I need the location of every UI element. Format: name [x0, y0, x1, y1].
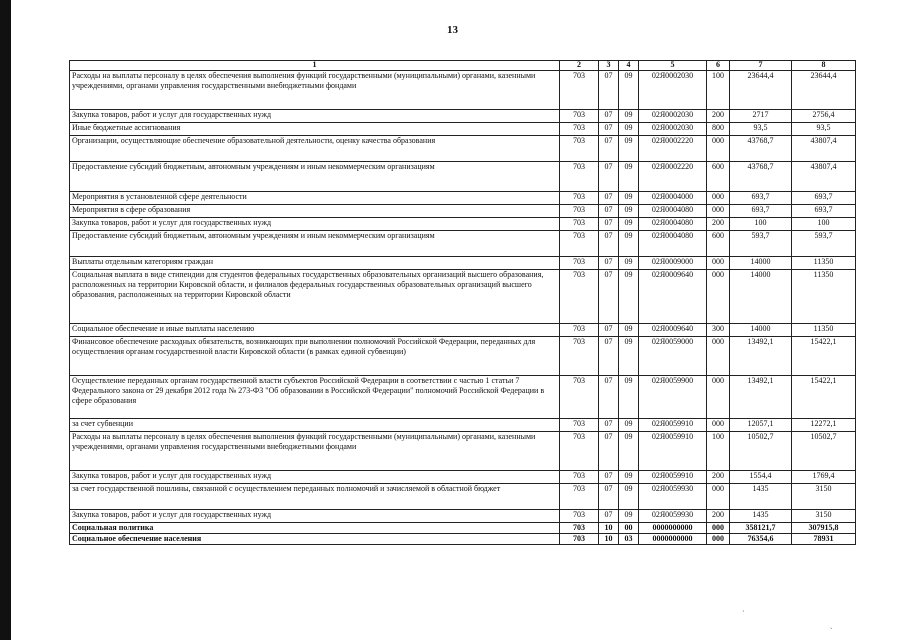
row-description: Расходы на выплаты персоналу в целях обеспечения выполнения функций государственными (муниципальными) органами, казенными учреждениями, органами управления государственными внебюджетными фондами — [70, 432, 560, 471]
column-header: 3 — [599, 61, 619, 71]
amount-year-1: 358121,7 — [730, 523, 792, 534]
column-header: 8 — [792, 61, 856, 71]
amount-year-2: 43807,4 — [792, 162, 856, 192]
division-code: 07 — [599, 337, 619, 376]
expense-type-code: 000 — [707, 484, 730, 510]
amount-year-1: 43768,7 — [730, 136, 792, 162]
column-header: 6 — [707, 61, 730, 71]
expense-type-code: 200 — [707, 218, 730, 231]
scan-mark: ˏ — [830, 620, 833, 629]
amount-year-1: 13492,1 — [730, 376, 792, 419]
subdivision-code: 09 — [619, 337, 639, 376]
row-description: Расходы на выплаты персоналу в целях обеспечения выполнения функций государственными (муниципальными) органами, казенными учреждениями, органами управления государственными внебюджетными фондами — [70, 71, 560, 110]
amount-year-1: 23644,4 — [730, 71, 792, 110]
section-code: 703 — [560, 192, 599, 205]
target-article-code: 0000000000 — [639, 523, 707, 534]
target-article-code: 02Я0002220 — [639, 162, 707, 192]
table-row — [70, 110, 856, 123]
row-description: Закупка товаров, работ и услуг для государственных нужд — [70, 510, 560, 523]
subdivision-code: 09 — [619, 471, 639, 484]
target-article-code: 02Я0059910 — [639, 432, 707, 471]
amount-year-2: 11350 — [792, 257, 856, 270]
amount-year-1: 593,7 — [730, 231, 792, 257]
amount-year-1: 14000 — [730, 257, 792, 270]
amount-year-2: 15422,1 — [792, 337, 856, 376]
amount-year-2: 307915,8 — [792, 523, 856, 534]
target-article-code: 02Я0059000 — [639, 337, 707, 376]
division-code: 07 — [599, 484, 619, 510]
division-code: 07 — [599, 205, 619, 218]
target-article-code: 02Я0009640 — [639, 270, 707, 324]
amount-year-1: 100 — [730, 218, 792, 231]
section-code: 703 — [560, 136, 599, 162]
table-row — [70, 471, 856, 484]
amount-year-2: 3150 — [792, 510, 856, 523]
section-code: 703 — [560, 71, 599, 110]
target-article-code: 02Я0002030 — [639, 71, 707, 110]
table-row — [70, 270, 856, 324]
row-description: за счет субвенции — [70, 419, 560, 432]
subdivision-code: 09 — [619, 231, 639, 257]
division-code: 07 — [599, 123, 619, 136]
subdivision-code: 09 — [619, 192, 639, 205]
column-header: 5 — [639, 61, 707, 71]
table-row — [70, 218, 856, 231]
expense-type-code: 200 — [707, 110, 730, 123]
table-row — [70, 523, 856, 534]
table-row — [70, 484, 856, 510]
expense-type-code: 200 — [707, 510, 730, 523]
expense-type-code: 000 — [707, 192, 730, 205]
subdivision-code: 09 — [619, 510, 639, 523]
amount-year-2: 23644,4 — [792, 71, 856, 110]
table-row — [70, 231, 856, 257]
row-description: Социальное обеспечение населения — [70, 534, 560, 545]
amount-year-1: 14000 — [730, 324, 792, 337]
row-description: Мероприятия в сфере образования — [70, 205, 560, 218]
expense-type-code: 000 — [707, 376, 730, 419]
division-code: 07 — [599, 71, 619, 110]
expense-type-code: 000 — [707, 419, 730, 432]
table-row — [70, 205, 856, 218]
header-row — [70, 61, 856, 71]
section-code: 703 — [560, 432, 599, 471]
expense-type-code: 000 — [707, 337, 730, 376]
row-description: Социальное обеспечение и иные выплаты населению — [70, 324, 560, 337]
division-code: 07 — [599, 432, 619, 471]
amount-year-2: 3150 — [792, 484, 856, 510]
target-article-code: 02Я0004080 — [639, 231, 707, 257]
target-article-code: 02Я0004000 — [639, 192, 707, 205]
row-description: Финансовое обеспечение расходных обязательств, возникающих при выполнении полномочий Российской Федерации, переданных для осуществления органам государственной власти Кировской области (в рамках единой субвенции) — [70, 337, 560, 376]
row-description: Мероприятия в установленной сфере деятельности — [70, 192, 560, 205]
amount-year-1: 93,5 — [730, 123, 792, 136]
amount-year-2: 78931 — [792, 534, 856, 545]
amount-year-2: 100 — [792, 218, 856, 231]
table-row — [70, 192, 856, 205]
division-code: 07 — [599, 162, 619, 192]
budget-table — [69, 60, 856, 545]
division-code: 07 — [599, 257, 619, 270]
table-row — [70, 257, 856, 270]
subdivision-code: 09 — [619, 218, 639, 231]
amount-year-2: 15422,1 — [792, 376, 856, 419]
table-row — [70, 419, 856, 432]
amount-year-2: 593,7 — [792, 231, 856, 257]
amount-year-1: 693,7 — [730, 192, 792, 205]
subdivision-code: 09 — [619, 162, 639, 192]
target-article-code: 02Я0002030 — [639, 110, 707, 123]
table-row — [70, 337, 856, 376]
table-row — [70, 162, 856, 192]
amount-year-2: 43807,4 — [792, 136, 856, 162]
section-code: 703 — [560, 324, 599, 337]
row-description: Закупка товаров, работ и услуг для государственных нужд — [70, 218, 560, 231]
row-description: Закупка товаров, работ и услуг для государственных нужд — [70, 110, 560, 123]
division-code: 07 — [599, 270, 619, 324]
expense-type-code: 000 — [707, 205, 730, 218]
amount-year-1: 693,7 — [730, 205, 792, 218]
amount-year-2: 11350 — [792, 324, 856, 337]
section-code: 703 — [560, 270, 599, 324]
subdivision-code: 09 — [619, 123, 639, 136]
section-code: 703 — [560, 110, 599, 123]
expense-type-code: 100 — [707, 71, 730, 110]
amount-year-1: 12057,1 — [730, 419, 792, 432]
table-row — [70, 324, 856, 337]
amount-year-2: 93,5 — [792, 123, 856, 136]
division-code: 07 — [599, 324, 619, 337]
table-row — [70, 510, 856, 523]
target-article-code: 02Я0059900 — [639, 376, 707, 419]
target-article-code: 02Я0009000 — [639, 257, 707, 270]
subdivision-code: 09 — [619, 432, 639, 471]
amount-year-2: 12272,1 — [792, 419, 856, 432]
section-code: 703 — [560, 484, 599, 510]
division-code: 10 — [599, 534, 619, 545]
subdivision-code: 09 — [619, 136, 639, 162]
row-description: за счет государственной пошлины, связанной с осуществлением переданных полномочий и зачисляемой в областной бюджет — [70, 484, 560, 510]
target-article-code: 02Я0004080 — [639, 218, 707, 231]
expense-type-code: 000 — [707, 534, 730, 545]
target-article-code: 02Я0004080 — [639, 205, 707, 218]
division-code: 07 — [599, 510, 619, 523]
amount-year-2: 693,7 — [792, 192, 856, 205]
row-description: Закупка товаров, работ и услуг для государственных нужд — [70, 471, 560, 484]
row-description: Социальная выплата в виде стипендии для студентов федеральных государственных образовательных организаций высшего образования, расположенных на территории Кировской области, и филиалов федеральных государственных образовательных организаций высшего образования, расположенных на территории Кировской области — [70, 270, 560, 324]
target-article-code: 0000000000 — [639, 534, 707, 545]
target-article-code: 02Я0009640 — [639, 324, 707, 337]
expense-type-code: 600 — [707, 162, 730, 192]
subdivision-code: 09 — [619, 419, 639, 432]
row-description: Иные бюджетные ассигнования — [70, 123, 560, 136]
subdivision-code: 00 — [619, 523, 639, 534]
division-code: 07 — [599, 376, 619, 419]
subdivision-code: 09 — [619, 71, 639, 110]
subdivision-code: 09 — [619, 270, 639, 324]
expense-type-code: 000 — [707, 257, 730, 270]
expense-type-code: 000 — [707, 136, 730, 162]
amount-year-1: 2717 — [730, 110, 792, 123]
table-row — [70, 376, 856, 419]
expense-type-code: 000 — [707, 523, 730, 534]
subdivision-code: 09 — [619, 257, 639, 270]
division-code: 07 — [599, 136, 619, 162]
expense-type-code: 100 — [707, 432, 730, 471]
section-code: 703 — [560, 376, 599, 419]
section-code: 703 — [560, 523, 599, 534]
amount-year-1: 1554,4 — [730, 471, 792, 484]
amount-year-2: 1769,4 — [792, 471, 856, 484]
amount-year-1: 14000 — [730, 270, 792, 324]
section-code: 703 — [560, 231, 599, 257]
amount-year-2: 693,7 — [792, 205, 856, 218]
target-article-code: 02Я0002220 — [639, 136, 707, 162]
amount-year-1: 1435 — [730, 510, 792, 523]
amount-year-1: 10502,7 — [730, 432, 792, 471]
division-code: 07 — [599, 471, 619, 484]
expense-type-code: 300 — [707, 324, 730, 337]
amount-year-2: 10502,7 — [792, 432, 856, 471]
section-code: 703 — [560, 471, 599, 484]
expense-type-code: 600 — [707, 231, 730, 257]
row-description: Социальная политика — [70, 523, 560, 534]
column-header: 7 — [730, 61, 792, 71]
amount-year-1: 43768,7 — [730, 162, 792, 192]
column-header: 4 — [619, 61, 639, 71]
section-code: 703 — [560, 257, 599, 270]
subdivision-code: 09 — [619, 324, 639, 337]
row-description: Организации, осуществляющие обеспечение образовательной деятельности, оценку качества образования — [70, 136, 560, 162]
section-code: 703 — [560, 218, 599, 231]
table-row — [70, 432, 856, 471]
column-header: 2 — [560, 61, 599, 71]
table-row — [70, 71, 856, 110]
table-row — [70, 136, 856, 162]
target-article-code: 02Я0059930 — [639, 510, 707, 523]
section-code: 703 — [560, 205, 599, 218]
target-article-code: 02Я0059930 — [639, 484, 707, 510]
page-number: 13 — [447, 24, 458, 36]
division-code: 07 — [599, 192, 619, 205]
amount-year-2: 11350 — [792, 270, 856, 324]
section-code: 703 — [560, 419, 599, 432]
amount-year-1: 13492,1 — [730, 337, 792, 376]
table-row — [70, 534, 856, 545]
subdivision-code: 03 — [619, 534, 639, 545]
division-code: 10 — [599, 523, 619, 534]
amount-year-1: 1435 — [730, 484, 792, 510]
amount-year-1: 76354,6 — [730, 534, 792, 545]
section-code: 703 — [560, 534, 599, 545]
expense-type-code: 800 — [707, 123, 730, 136]
division-code: 07 — [599, 218, 619, 231]
row-description: Предоставление субсидий бюджетным, автономным учреждениям и иным некоммерческим организациям — [70, 162, 560, 192]
amount-year-2: 2756,4 — [792, 110, 856, 123]
subdivision-code: 09 — [619, 110, 639, 123]
subdivision-code: 09 — [619, 376, 639, 419]
division-code: 07 — [599, 419, 619, 432]
subdivision-code: 09 — [619, 484, 639, 510]
target-article-code: 02Я0002030 — [639, 123, 707, 136]
row-description: Осуществление переданных органам государственной власти субъектов Российской Федерации в соответствии с частью 1 статьи 7 Федерального закона от 29 декабря 2012 года № 273-ФЗ "Об образовании в Российской Федерации" полномочий Российской Федерации в сфере образования — [70, 376, 560, 419]
scan-mark: · — [742, 607, 745, 616]
column-header: 1 — [70, 61, 560, 71]
expense-type-code: 200 — [707, 471, 730, 484]
subdivision-code: 09 — [619, 205, 639, 218]
table-row — [70, 123, 856, 136]
row-description: Выплаты отдельным категориям граждан — [70, 257, 560, 270]
target-article-code: 02Я0059910 — [639, 471, 707, 484]
section-code: 703 — [560, 337, 599, 376]
row-description: Предоставление субсидий бюджетным, автономным учреждениям и иным некоммерческим организациям — [70, 231, 560, 257]
section-code: 703 — [560, 510, 599, 523]
expense-type-code: 000 — [707, 270, 730, 324]
section-code: 703 — [560, 162, 599, 192]
division-code: 07 — [599, 110, 619, 123]
target-article-code: 02Я0059910 — [639, 419, 707, 432]
division-code: 07 — [599, 231, 619, 257]
scan-edge — [0, 0, 11, 640]
section-code: 703 — [560, 123, 599, 136]
